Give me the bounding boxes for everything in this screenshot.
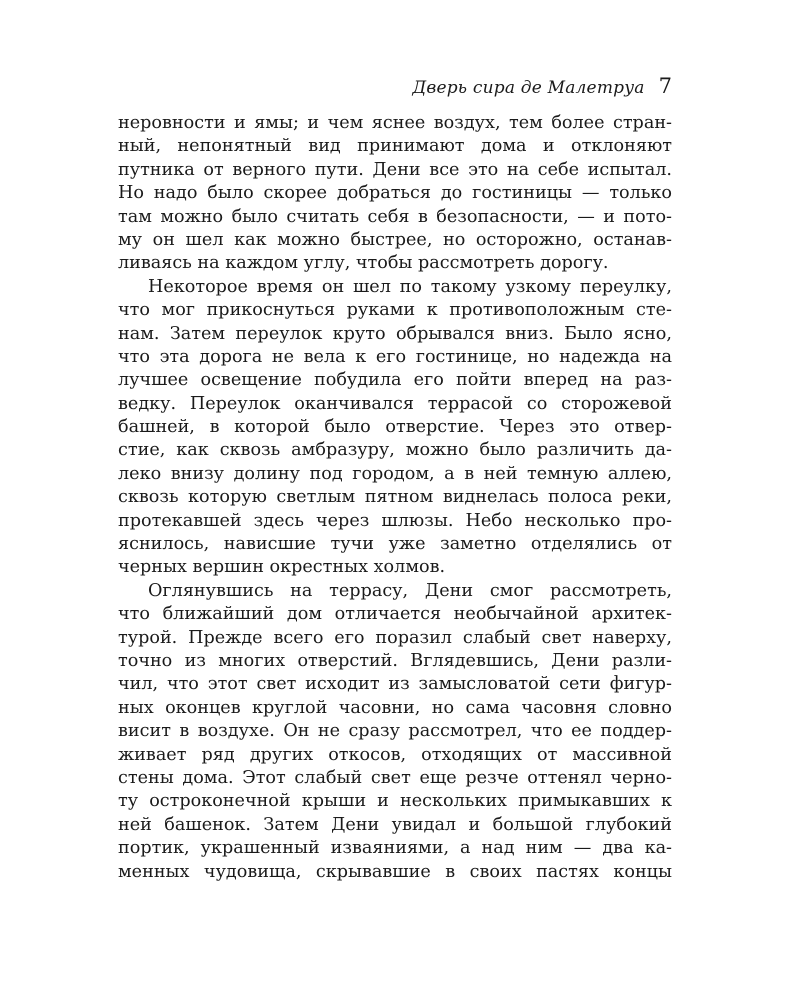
text-line: там можно было считать себя в безопасности, — и пото- (118, 206, 672, 227)
text-line: нам. Затем переулок круто обрывался вниз. Было ясно, (118, 323, 672, 344)
text-line: ливаясь на каждом углу, чтобы рассмотреть дорогу. (118, 253, 609, 274)
text-line: ный, непонятный вид принимают дома и отклоняют (118, 136, 672, 157)
text-line: висит в воздухе. Он не сразу рассмотрел, что ее поддер- (118, 721, 672, 742)
text-line: протекавшей здесь через шлюзы. Небо несколько про- (118, 510, 672, 531)
text-line: что мог прикоснуться руками к противоположным сте- (118, 300, 672, 321)
text-line: путника от верного пути. Дени все это на себе испытал. (118, 159, 672, 180)
text-line: Оглянувшись на террасу, Дени смог рассмотреть, (148, 580, 672, 601)
page-number: 7 (658, 74, 672, 98)
text-line: стие, как сквозь амбразуру, можно было различить да- (118, 440, 672, 461)
text-line: портик, украшенный изваяниями, а над ним — два ка- (118, 838, 672, 859)
text-line: неровности и ямы; и чем яснее воздух, тем более стран- (118, 113, 672, 133)
text-line: леко внизу долину под городом, а в ней темную аллею, (118, 463, 672, 484)
text-line: лучшее освещение побудила его пойти вперед на раз- (118, 370, 672, 391)
text-line: ту остроконечной крыши и нескольких примыкавших к (118, 791, 672, 812)
text-line: точно из многих отверстий. Вглядевшись, Дени разли- (118, 650, 672, 671)
text-line: чил, что этот свет исходит из замысловатой сети фигур- (118, 674, 672, 695)
running-head (118, 74, 672, 98)
text-line: яснилось, нависшие тучи уже заметно отделялись от (118, 534, 672, 555)
text-line: живает ряд других откосов, отходящих от массивной (118, 744, 672, 765)
text-line: что эта дорога не вела к его гостинице, но надежда на (118, 346, 672, 367)
text-line: башней, в которой было отверстие. Через это отвер- (118, 417, 672, 438)
text-line: турой. Прежде всего его поразил слабый свет наверху, (118, 627, 672, 648)
text-line: сквозь которую светлым пятном виднелась полоса реки, (118, 487, 672, 508)
text-line: менных чудовища, скрывавшие в своих пастях концы (118, 861, 672, 882)
text-line: ней башенок. Затем Дени увидал и большой глубокий (118, 814, 672, 835)
text-line: что ближайший дом отличается необычайной архитек- (118, 604, 672, 625)
running-title: Дверь сира де Малетруа (412, 78, 645, 98)
text-line: ведку. Переулок оканчивался террасой со сторожевой (118, 393, 672, 414)
text-line: ных оконцев круглой часовни, но сама часовня словно (118, 697, 672, 718)
text-line: стены дома. Этот слабый свет еще резче оттенял черно- (118, 767, 672, 788)
text-line: Но надо было скорее добраться до гостиницы — только (118, 183, 672, 204)
text-line: му он шел как можно быстрее, но осторожно, останав- (118, 229, 672, 250)
text-line: черных вершин окрестных холмов. (118, 557, 446, 578)
text-line: Некоторое время он шел по такому узкому переулку, (148, 276, 672, 297)
body-text (118, 112, 672, 884)
